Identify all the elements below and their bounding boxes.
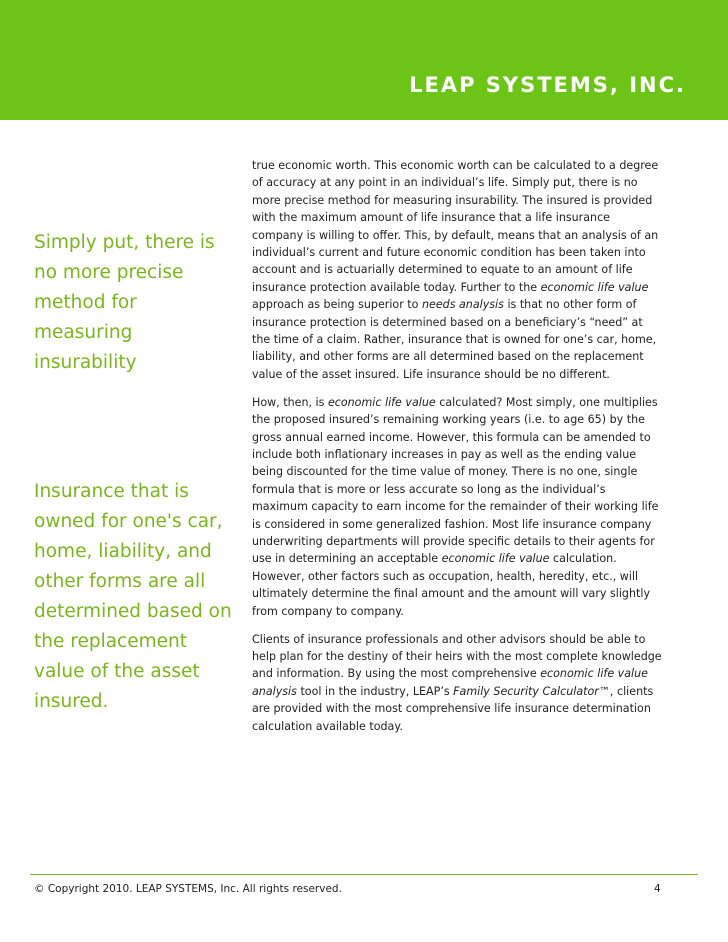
paragraph: true economic worth. This economic worth can be calculated to a degree of accuracy at any point in an individual’s life. Simply put, there is no more precise method for measuring insurability. The insured is provided with the maximum amount of life insurance that a life insurance company is willing to offer. This, by default, means that an analysis of an individual’s current and future economic condition has been taken into account and is actuarially determined to equate to an amount of life insurance protection available today. Further to the economic life value approach as being superior to needs analysis is that no other form of insurance protection is determined based on a beneficiary’s “need” at the time of a claim. Rather, insurance that is owned for one’s car, home, liability, and other forms are all determined based on the replacement value of the asset insured. Life insurance should be no different. [252, 159, 659, 381]
page-number: 4 [654, 883, 661, 895]
paragraph: How, then, is economic life value calculated? Most simply, one multiplies the proposed insured’s remaining working years (i.e. to age 65) by the gross annual earned income. However, this formula can be amended to include both inflationary increases in pay as well as the ending value being discounted for the time value of money. There is no one, single formula that is more or less accurate so long as the individual’s maximum capacity to earn income for the remainder of their working life is considered in some generalized fashion. Most life insurance company underwriting departments will provide specific details to their agents for use in determining an acceptable economic life value calculation. However, other factors such as occupation, health, heredity, etc., will ultimately determine the final amount and the amount will vary slightly from company to company. [252, 395, 659, 618]
paragraph: Clients of insurance professionals and other advisors should be able to help plan for the destiny of their heirs with the most complete knowledge and information. By using the most comprehensive economic life value analysis tool in the industry, LEAP’s Family Security Calculator™, clients are provided with the most comprehensive life insurance determination calculation available today. [252, 632, 662, 733]
footer-divider [30, 874, 698, 875]
header-bar [0, 0, 728, 120]
footer-copyright: © Copyright 2010. LEAP SYSTEMS, Inc. All rights reserved. [34, 883, 342, 895]
brand-name: LEAP SYSTEMS, INC. [409, 73, 686, 97]
body-text [252, 157, 664, 746]
pull-quote: Simply put, there is no more precise method for measuring insurability [34, 232, 215, 373]
pull-quote: Insurance that is owned for one's car, home, liability, and other forms are all determined based on the replacement value of the asset insured. [34, 481, 232, 712]
